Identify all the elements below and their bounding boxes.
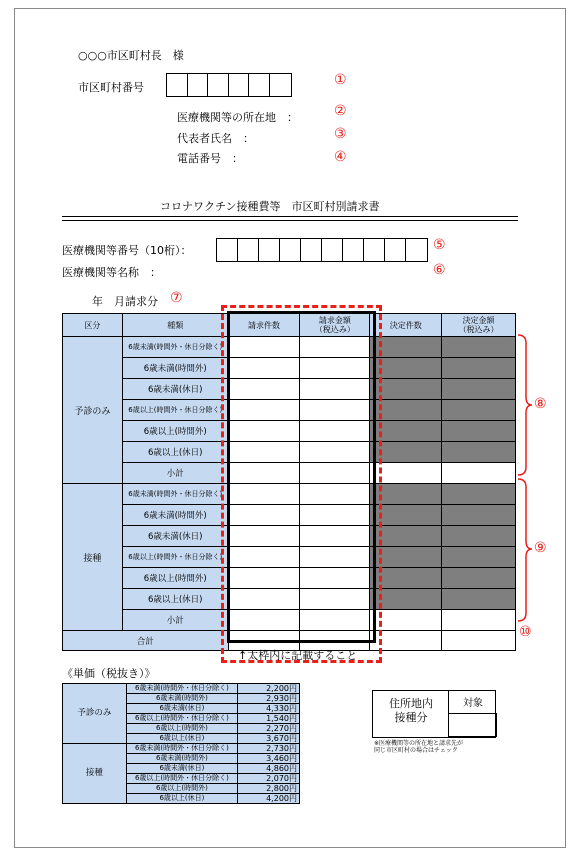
group-label-exam: 予診のみ (63, 337, 123, 484)
marker-10: ⑩ (519, 624, 532, 640)
price-value: 4,200円 (238, 794, 300, 804)
representative-label: 代表者氏名 ： (177, 132, 254, 145)
group-braces (516, 333, 544, 623)
row-type: 6歳以上(休日) (122, 589, 228, 610)
decided-amount-cell (442, 589, 516, 610)
price-label: 6歳未満(時間外・休日分除く) (126, 744, 237, 754)
price-label: 6歳以上(時間外) (126, 724, 237, 734)
municipality-code-label: 市区町村番号 (78, 81, 144, 94)
phone-label: 電話番号 ： (177, 152, 243, 165)
price-value: 4,330円 (238, 704, 300, 714)
price-label: 6歳未満(時間外) (126, 694, 237, 704)
price-label: 6歳未満(時間外・休日分除く) (126, 684, 237, 694)
marker-4: ④ (334, 149, 347, 165)
header-decided-count: 決定件数 (370, 314, 442, 337)
row-type: 6歳以上(時間外・休日分除く) (122, 400, 228, 421)
total-label: 合計 (63, 631, 229, 651)
resident-box (372, 690, 496, 738)
decided-amount-cell (442, 505, 516, 526)
price-value: 1,540円 (238, 714, 300, 724)
price-value: 2,200円 (238, 684, 300, 694)
marker-9: ⑨ (534, 540, 547, 556)
institution-number-label: 医療機関等番号（10桁）： (62, 244, 192, 257)
marker-3: ③ (334, 126, 347, 142)
total-decided-amount-cell (442, 631, 516, 651)
decided-amount-cell (442, 547, 516, 568)
unit-price-table (62, 683, 300, 804)
addressee: ○○○市区町村長 様 (78, 49, 184, 62)
header-claim-amount: 請求金額 （税込み） (300, 314, 370, 337)
price-group-exam: 予診のみ (63, 684, 127, 744)
price-label: 6歳未満(休日) (126, 704, 237, 714)
price-value: 2,730円 (238, 744, 300, 754)
unit-price-title: 《単価（税抜き）》 (62, 667, 156, 680)
price-value: 2,930円 (238, 694, 300, 704)
price-label: 6歳以上(休日) (126, 794, 237, 804)
row-type: 6歳未満(休日) (122, 526, 228, 547)
institution-number-input[interactable] (216, 238, 428, 262)
price-label: 6歳以上(休日) (126, 734, 237, 744)
decided-amount-cell (442, 421, 516, 442)
price-value: 2,270円 (238, 724, 300, 734)
header-category: 区分 (63, 314, 123, 337)
price-group-vaccination: 接種 (63, 744, 127, 804)
marker-7: ⑦ (170, 290, 183, 306)
location-label: 医療機関等の所在地 ： (177, 111, 298, 124)
decided-amount-cell (442, 337, 516, 358)
input-area-highlight (221, 305, 382, 663)
title-rule (62, 216, 518, 217)
target-checkbox[interactable] (448, 713, 497, 737)
row-type: 6歳未満(時間外) (122, 505, 228, 526)
decided-amount-cell (442, 442, 516, 463)
price-label: 6歳未満(休日) (126, 764, 237, 774)
marker-1: ① (334, 72, 347, 88)
resident-label: 住所地内 接種分 (389, 697, 433, 724)
header-type: 種類 (122, 314, 228, 337)
row-type: 6歳以上(時間外) (122, 421, 228, 442)
marker-6: ⑥ (433, 262, 446, 278)
price-label: 6歳未満(時間外) (126, 754, 237, 764)
row-type: 6歳未満(休日) (122, 379, 228, 400)
decided-amount-cell (442, 400, 516, 421)
price-value: 3,460円 (238, 754, 300, 764)
row-type: 6歳未満(時間外・休日分除く) (122, 484, 228, 505)
row-type: 6歳以上(休日) (122, 442, 228, 463)
marker-5: ⑤ (433, 237, 446, 253)
decided-amount-cell (442, 484, 516, 505)
header-decided-amount: 決定金額 （税込み） (442, 314, 516, 337)
price-value: 4,860円 (238, 764, 300, 774)
municipality-code-input[interactable] (166, 73, 292, 97)
decided-amount-cell (442, 463, 516, 484)
header-claim-count: 請求件数 (228, 314, 300, 337)
row-type: 6歳以上(時間外・休日分除く) (122, 547, 228, 568)
group-label-vaccination: 接種 (63, 484, 123, 631)
price-label: 6歳以上(時間外) (126, 784, 237, 794)
resident-note: ※医療機関等の所在地と請求先が 同じ市区町村の場合はチェック (374, 740, 464, 754)
document-title: コロナワクチン接種費等 市区町村別請求書 (160, 200, 380, 213)
marker-8: ⑧ (534, 396, 547, 412)
price-value: 2,070円 (238, 774, 300, 784)
institution-name-label: 医療機関等名称 ： (62, 266, 161, 279)
input-instruction-note: ↑太枠内に記載すること (238, 649, 358, 662)
price-label: 6歳以上(時間外・休日分除く) (126, 714, 237, 724)
decided-amount-cell (442, 379, 516, 400)
decided-amount-cell (442, 610, 516, 631)
row-type: 6歳以上(時間外) (122, 568, 228, 589)
target-label: 対象 (463, 698, 483, 709)
row-type: 6歳未満(時間外・休日分除く) (122, 337, 228, 358)
decided-amount-cell (442, 568, 516, 589)
price-label: 6歳以上(時間外・休日分除く) (126, 774, 237, 784)
decided-amount-cell (442, 358, 516, 379)
title-rule-2 (62, 220, 518, 221)
period-label: 年 月請求分 (92, 295, 158, 308)
price-value: 2,800円 (238, 784, 300, 794)
decided-amount-cell (442, 526, 516, 547)
subtotal-label: 小計 (122, 610, 228, 631)
price-value: 3,670円 (238, 734, 300, 744)
target-column (448, 690, 497, 738)
row-type: 6歳未満(時間外) (122, 358, 228, 379)
subtotal-label: 小計 (122, 463, 228, 484)
marker-2: ② (334, 103, 347, 119)
